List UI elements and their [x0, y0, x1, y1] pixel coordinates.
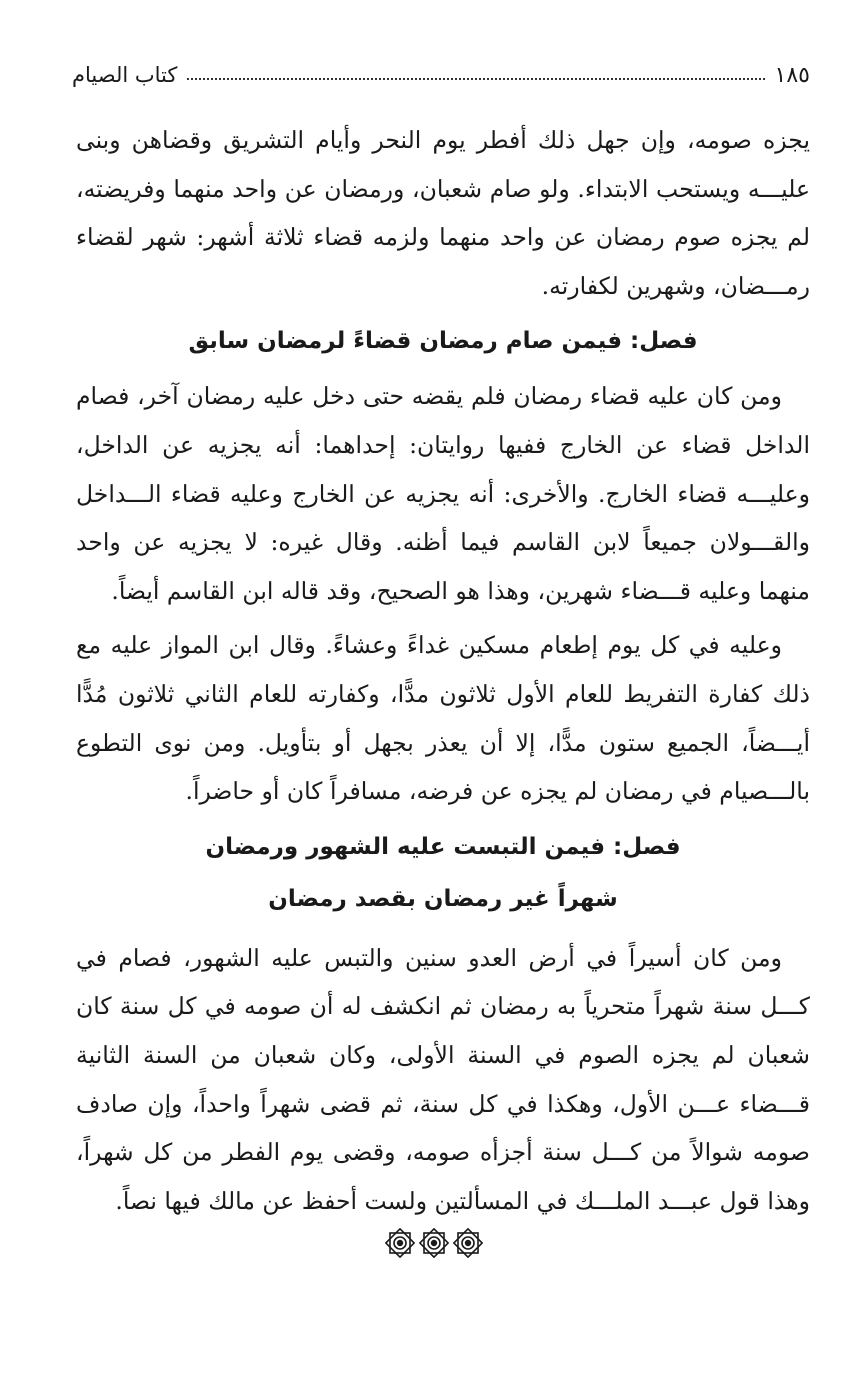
section-heading-confused-months: فصل: فيمن التبست عليه الشهور ورمضان	[205, 833, 681, 860]
rosette-icon	[419, 1228, 449, 1258]
paragraph-expiation: وعليه في كل يوم إطعام مسكين غداءً وعشاءً. وقال ابن المواز عليه مع ذلك كفارة التفريط للعام الأول ثلاثون مدًّا، وكفارته للعام الثاني ثلاثون مُدًّا أيـــضاً، الجميع ستون مدًّا، إلا أن يعذر بجهل أو بتأويل. ومن نوى التطوع بالـــصيام في رمضان لم يجزه عن فرضه، مسافراً كان أو حاضراً.	[76, 631, 810, 806]
page-content	[76, 116, 810, 1225]
page-number: ١٨٥	[774, 62, 810, 88]
header-dot-leader	[187, 78, 764, 80]
paragraph-continuation: يجزه صومه، وإن جهل ذلك أفطر يوم النحر وأيام التشريق وقضاهن وبنى عليـــه ويستحب الابتداء. ولو صام شعبان، ورمضان عن واحد منهما وفريضته، لم يجزه صوم رمضان عن واحد منهما ولزمه قضاء ثلاثة أشهر: شهر لقضاء رمـــضان، وشهرين لكفارته.	[76, 126, 810, 300]
end-of-chapter-ornament	[0, 1228, 868, 1258]
rosette-icon	[453, 1228, 483, 1258]
paragraph-captive: ومن كان أسيراً في أرض العدو سنين والتبس عليه الشهور، فصام في كـــل سنة شهراً متحرياً به رمضان ثم انكشف له أن صومه في كل سنة كان شعبان لم يجزه الصوم في السنة الأولى، وكان شعبان من السنة الثانية قـــضاء عـــن الأول، وهكذا في كل سنة، ثم قضى شهراً واحداً، وإن صادف صومه شوالاً من كـــل سنة أجزأه صومه، وقضى يوم الفطر من كل شهراً، وهذا قول عبـــد الملـــك في المسألتين ولست أحفظ عن مالك فيها نصاً.	[76, 943, 810, 1215]
book-title: كتاب الصيام	[72, 63, 178, 87]
rosette-icon	[385, 1228, 415, 1258]
paragraph-two-narrations: ومن كان عليه قضاء رمضان فلم يقضه حتى دخل عليه رمضان آخر، فصام الداخل قضاء عن الخارج ففيها روايتان: إحداهما: أنه يجزيه عن الداخل، وعليـــه قضاء الخارج. والأخرى: أنه يجزيه عن الخارج وعليه قضاء الـــداخل والقـــولان جميعاً لابن القاسم فيما أظنه. وقال غيره: لا يجزيه عن واحد منهما وعليه قـــضاء شهرين، وهذا هو الصحيح، وقد قاله ابن القاسم أيضاً.	[76, 382, 810, 605]
section-heading-confused-months-line-2: شهراً غير رمضان بقصد رمضان	[268, 885, 618, 912]
section-heading-qada-ramadan: فصل: فيمن صام رمضان قضاءً لرمضان سابق	[188, 328, 698, 355]
running-header	[72, 58, 810, 92]
